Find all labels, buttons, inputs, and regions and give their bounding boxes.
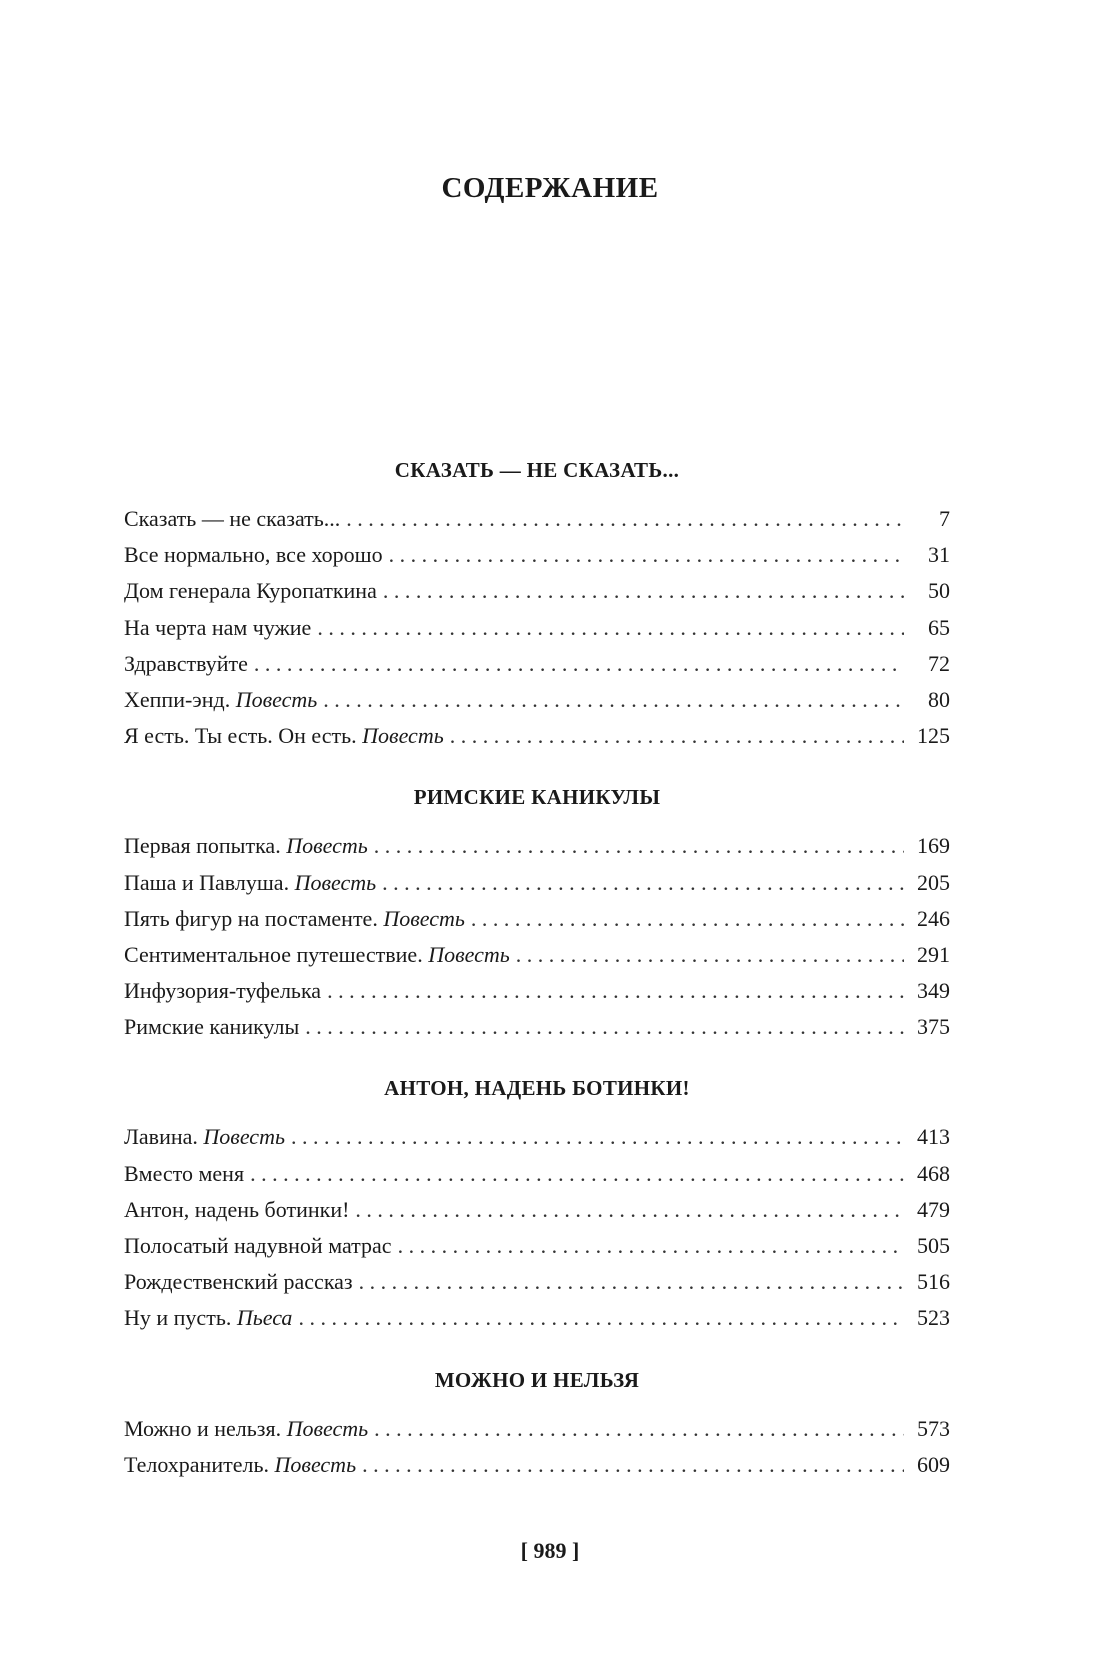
dot-leader [374,828,904,864]
dot-leader [250,1156,904,1192]
toc-section [124,455,950,754]
entry-page-number: 72 [928,650,950,676]
dot-leader [298,1300,904,1336]
toc-entry[interactable] [124,973,950,1009]
entry-genre: Повесть [203,1124,285,1150]
entry-title: Сказать — не сказать... [124,506,341,531]
section-heading: АНТОН, НАДЕНЬ БОТИНКИ! [384,1076,690,1101]
dot-leader [516,937,904,973]
entry-page-number: 246 [917,905,950,931]
entry-page-number: 516 [917,1269,950,1295]
entry-page-number: 205 [917,869,950,895]
entry-page-number: 31 [928,542,950,568]
entry-title: На черта нам чужие [124,614,312,640]
entry-page-number: 413 [917,1124,950,1150]
entry-genre: Повесть [286,1415,369,1441]
toc-entry[interactable] [124,937,950,973]
entry-title: Инфузория-туфелька [124,978,322,1004]
dot-leader [471,901,904,937]
entry-page-number: 291 [917,941,950,967]
entry-title: Римские каникулы [124,1014,300,1040]
entry-page-number: 523 [917,1305,950,1331]
toc-entry[interactable] [124,573,950,609]
entry-page-number: 375 [917,1014,950,1040]
entry-title: Ну и пусть. [124,1305,232,1331]
entry-page-number: 468 [917,1160,950,1186]
toc-entry[interactable] [124,1447,950,1483]
entry-genre: Повесть [362,723,444,749]
entry-genre: Пьеса [236,1305,293,1331]
entry-page-number: 7 [939,506,950,531]
dot-leader [382,865,904,901]
entry-page-number: 609 [917,1451,950,1477]
page-number: [ 989 ] [520,1538,580,1563]
toc-entry[interactable] [124,901,950,937]
toc-entry[interactable] [124,718,950,754]
dot-leader [398,1228,904,1264]
toc-entry[interactable] [124,828,950,864]
section-heading: МОЖНО И НЕЛЬЗЯ [434,1367,640,1392]
entry-page-number: 50 [928,578,950,604]
dot-leader [450,718,904,754]
entry-page-number: 505 [917,1233,950,1258]
toc-section [124,1073,950,1336]
dot-leader [362,1447,904,1483]
page-title: СОДЕРЖАНИЕ [441,172,659,204]
section-heading: РИМСКИЕ КАНИКУЛЫ [413,785,661,810]
dot-leader [389,537,904,573]
entry-page-number: 80 [928,686,950,712]
toc-entry[interactable] [124,682,950,718]
dot-leader [323,682,904,718]
dot-leader [346,501,904,537]
toc-entry[interactable] [124,1156,950,1192]
entry-title: Полосатый надувной матрас [124,1233,392,1258]
entry-title: Паша и Павлуша. [124,869,290,895]
dot-leader [327,973,904,1009]
dot-leader [291,1119,904,1155]
entry-page-number: 573 [917,1415,950,1441]
table-of-contents [124,455,950,1511]
entry-genre: Повесть [428,941,510,967]
entry-title: Телохранитель. [124,1451,269,1477]
section-heading: СКАЗАТЬ — НЕ СКАЗАТЬ... [394,458,680,482]
entry-title: Вместо меня [124,1160,245,1186]
toc-entry[interactable] [124,610,950,646]
entry-title: Антон, надень ботинки! [124,1196,350,1222]
entry-genre: Повесть [286,833,368,859]
entry-genre: Повесть [383,905,465,931]
entry-title: Хеппи-энд. [124,686,231,712]
toc-entry[interactable] [124,537,950,573]
toc-section [124,782,950,1045]
entry-title: Сентиментальное путешествие. [124,941,423,967]
entry-page-number: 479 [917,1196,950,1222]
entry-title: Пять фигур на постаменте. [124,905,378,931]
toc-entry[interactable] [124,501,950,537]
dot-leader [383,573,904,609]
entry-genre: Повесть [274,1451,357,1477]
toc-entry[interactable] [124,1009,950,1045]
entry-title: Лавина. [124,1124,198,1150]
toc-entry[interactable] [124,865,950,901]
dot-leader [254,646,904,682]
entry-title: Все нормально, все хорошо [124,542,383,568]
toc-entry[interactable] [124,1228,950,1264]
entry-page-number: 169 [917,833,950,859]
toc-section [124,1365,950,1483]
dot-leader [359,1264,904,1300]
toc-entry[interactable] [124,646,950,682]
toc-entry[interactable] [124,1300,950,1336]
dot-leader [305,1009,904,1045]
dot-leader [317,610,904,646]
toc-entry[interactable] [124,1264,950,1300]
toc-entry[interactable] [124,1192,950,1228]
entry-page-number: 65 [928,614,950,640]
entry-title: Можно и нельзя. [124,1415,282,1441]
dot-leader [355,1192,904,1228]
entry-title: Я есть. Ты есть. Он есть. [124,723,357,749]
entry-genre: Повесть [294,869,377,895]
entry-title: Первая попытка. [124,833,281,859]
dot-leader [374,1411,904,1447]
toc-entry[interactable] [124,1411,950,1447]
entry-genre: Повесть [235,686,318,712]
toc-entry[interactable] [124,1119,950,1155]
entry-title: Здравствуйте [124,650,248,676]
entry-page-number: 125 [917,723,950,749]
entry-title: Рождественский рассказ [124,1269,353,1295]
entry-page-number: 349 [917,978,950,1004]
entry-title: Дом генерала Куропаткина [124,578,377,604]
